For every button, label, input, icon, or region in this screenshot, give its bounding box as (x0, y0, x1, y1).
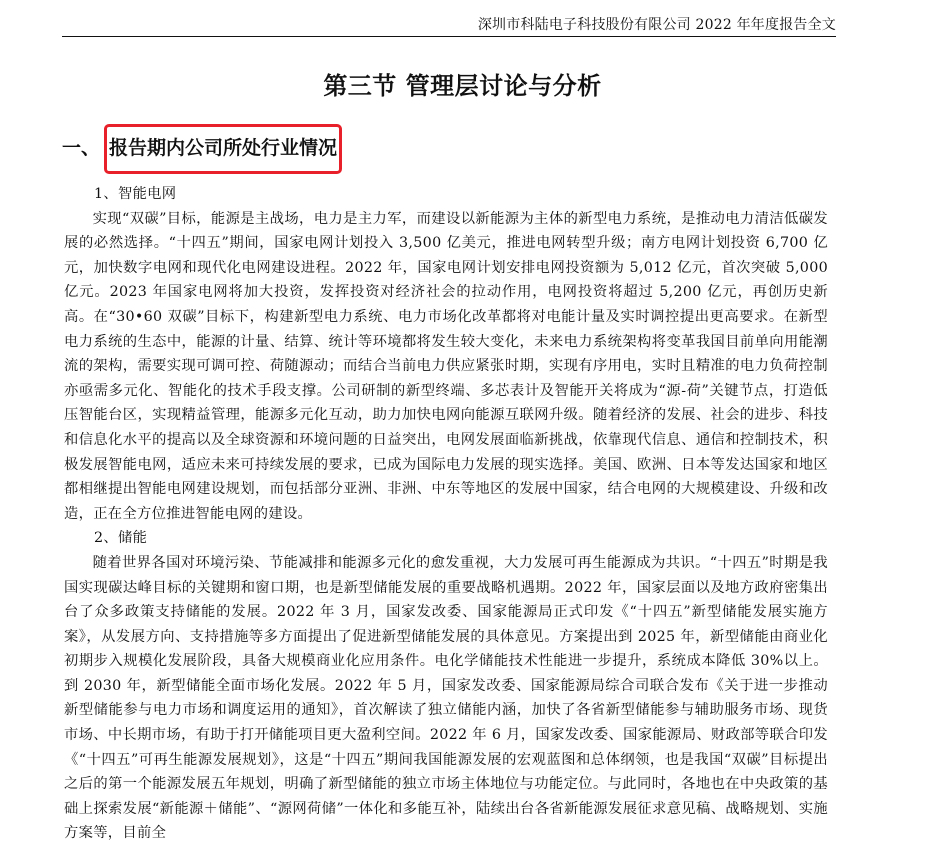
paragraph-smart-grid: 实现“双碳”目标，能源是主战场，电力是主力军，而建设以新能源为主体的新型电力系统，是推动电力清洁低碳发展的必然选择。“十四五”期间，国家电网计划投入 3,500 亿美元，推进电网转型升级；南方电网计划投资 6,700 亿元，加快数字电网和现代化电网建设进程。2022 年，国家电网计划安排电网投资额为 5,012 亿元，首次突破 5,000 亿元。2023 年国家电网将加大投资，发挥投资对经济社会的拉动作用，电网投资将超过 5,200 亿元，再创历史新高。在“30•60 双碳”目标下，构建新型电力系统、电力市场化改革都将对电能计量及实时调控提出更高要求。在新型电力系统的生态中，能源的计量、结算、统计等环境都将发生较大变化，未来电力系统架构将变革我国目前单向用能潮流的架构，需要实现可调可控、荷随源动；而结合当前电力供应紧张时期，实现有序用电，实时且精准的电力负荷控制亦亟需多元化、智能化的技术手段支撑。公司研制的新型终端、多芯表计及智能开关将成为“源-荷”关键节点，打造低压智能台区，实现精益管理，能源多元化互动，助力加快电网向能源互联网升级。随着经济的发展、社会的进步、科技和信息化水平的提高以及全球资源和环境问题的日益突出，电网发展面临新挑战，依靠现代信息、通信和控制技术，积极发展智能电网，适应未来可持续发展的要求，已成为国际电力发展的现实选择。美国、欧洲、日本等发达国家和地区都相继提出智能电网建设规划，而包括部分亚洲、非洲、中东等地区的发展中国家，结合电网的大规模建设、升级和改造，正在全方位推进智能电网的建设。 (64, 210, 828, 522)
running-header-title: 深圳市科陆电子科技股份有限公司 2022 年年度报告全文 (477, 17, 836, 33)
heading-1-number: 一、 (62, 137, 101, 159)
subsection-title-smart-grid: 1、智能电网 (94, 186, 177, 202)
document-body (64, 182, 828, 846)
section-title: 第三节 管理层讨论与分析 (323, 72, 602, 100)
heading-1-text: 报告期内公司所处行业情况 (109, 137, 338, 159)
paragraph-energy-storage: 随着世界各国对环境污染、节能减排和能源多元化的愈发重视，大力发展可再生能源成为共识。“十四五”时期是我国实现碳达峰目标的关键期和窗口期，也是新型储能发展的重要战略机遇期。2022 年，国家层面以及地方政府密集出台了众多政策支持储能的发展。2022 年 3 月，国家发改委、国家能源局正式印发《“十四五”新型储能发展实施方案》，从发展方向、支持措施等多方面提出了促进新型储能发展的具体意见。方案提出到 2025 年，新型储能由商业化初期步入规模化发展阶段，具备大规模商业化应用条件。电化学储能技术性能进一步提升，系统成本降低 30%以上。到 2030 年，新型储能全面市场化发展。2022 年 5 月，国家发改委、国家能源局综合司联合发布《关于进一步推动新型储能参与电力市场和调度运用的通知》，首次解读了独立储能内涵，加快了各省新型储能参与辅助服务市场、现货市场、中长期市场，有助于打开储能项目更大盈利空间。2022 年 6 月，国家发改委、国家能源局、财政部等联合印发《“十四五”可再生能源发展规划》，这是“十四五”期间我国能源发展的宏观蓝图和总体纲领，也是我国“双碳”目标提出之后的第一个能源发展五年规划，明确了新型储能的独立市场主体地位与功能定位。与此同时，各地也在中央政策的基础上探索发展“新能源＋储能”、“源网荷储”一体化和多能互补，陆续出台各省新能源发展征求意见稿、战略规划、实施方案等，目前全 (64, 554, 828, 842)
subsection-title-energy-storage: 2、储能 (94, 530, 148, 547)
red-highlight-box (104, 124, 342, 174)
header-divider (62, 36, 836, 37)
